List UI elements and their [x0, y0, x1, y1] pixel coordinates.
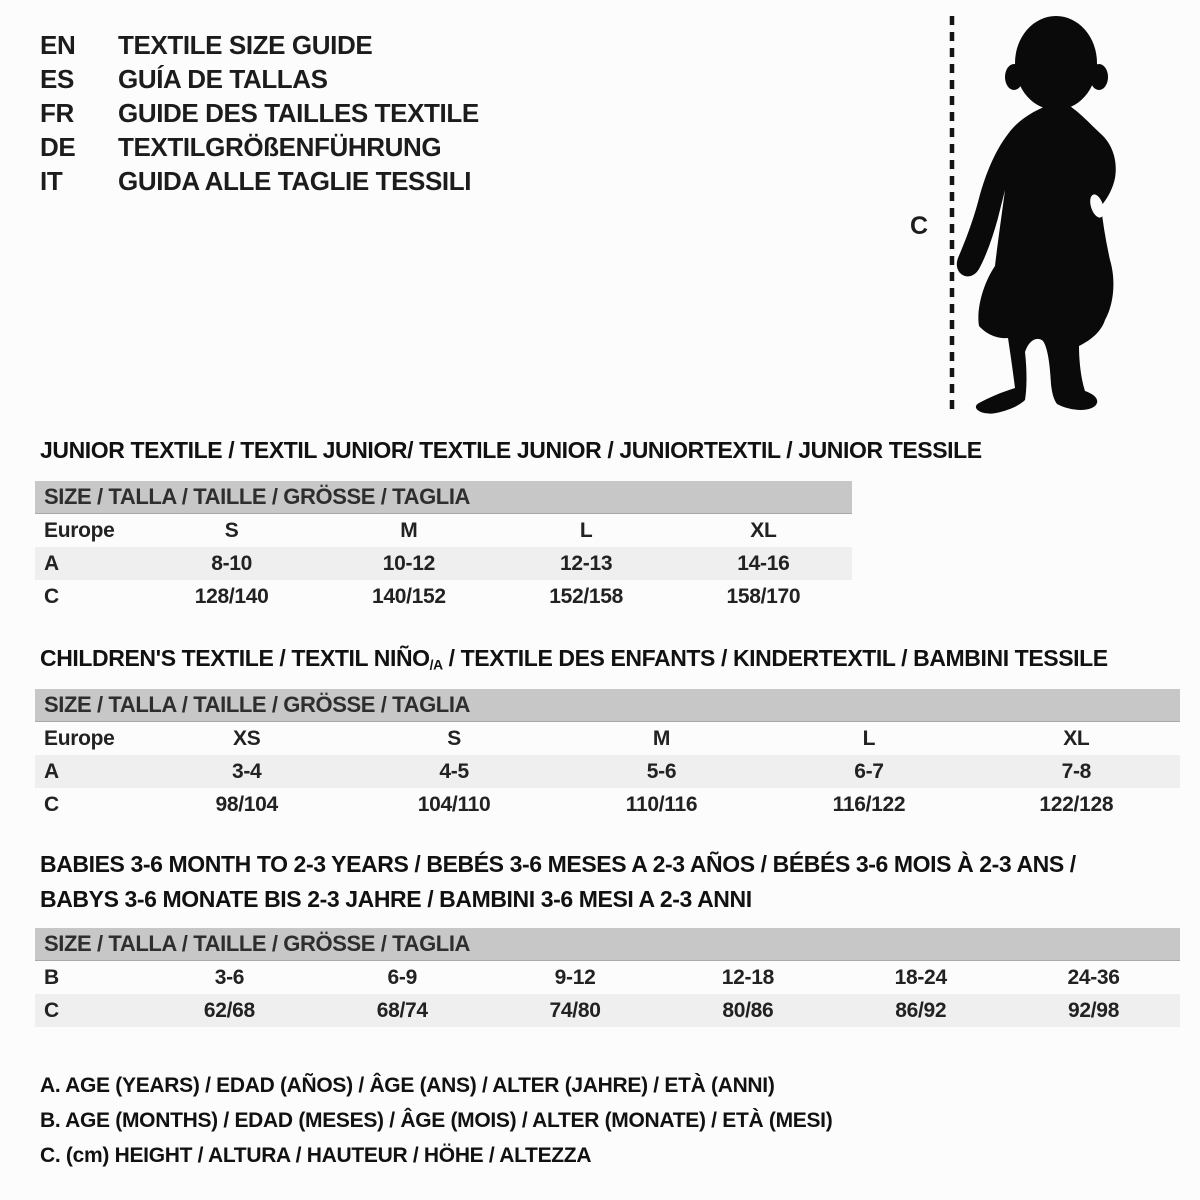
language-row-it [40, 164, 479, 198]
column-header: L [579, 518, 593, 542]
legend [40, 1068, 832, 1173]
cell: 18-24 [894, 965, 947, 989]
cell: 86/92 [895, 998, 947, 1022]
language-row-fr [40, 96, 479, 130]
language-title: GUIDA ALLE TAGLIE TESSILI [118, 165, 472, 196]
cell: 3-4 [231, 759, 262, 783]
column-header: S [447, 726, 461, 750]
cell: 7-8 [1061, 759, 1092, 783]
language-code: IT [40, 165, 63, 196]
cell: 6-7 [854, 759, 884, 783]
cell: 14-16 [737, 551, 790, 575]
column-header: M [400, 518, 418, 542]
row-label: C [44, 584, 59, 608]
cell: 110/116 [625, 792, 698, 816]
section-title-babies-line2: BABYS 3-6 MONATE BIS 2-3 JAHRE / BAMBINI 3-6 MESI A 2-3 ANNI [40, 886, 752, 912]
language-header [40, 28, 479, 198]
cell: 12-13 [560, 551, 613, 575]
column-header: XL [1063, 726, 1090, 750]
row-label: A [44, 759, 59, 783]
column-header: XL [750, 518, 777, 542]
language-title: TEXTILE SIZE GUIDE [118, 29, 373, 60]
row-label: A [44, 551, 59, 575]
table-row-height [35, 994, 1180, 1027]
table-row-height [35, 580, 852, 613]
language-row-es [40, 62, 479, 96]
row-label: C [44, 792, 59, 816]
cell: 98/104 [215, 792, 278, 816]
cell: 122/128 [1039, 792, 1114, 816]
language-code: EN [40, 29, 76, 60]
cell: 4-5 [439, 759, 469, 783]
cell: 3-6 [214, 965, 245, 989]
baby-silhouette-figure [930, 10, 1180, 415]
table-row-height [35, 788, 1180, 821]
language-code: ES [40, 63, 74, 94]
cell: 116/122 [832, 792, 906, 816]
section-title-children-main: CHILDREN'S TEXTILE / TEXTIL NIÑO [40, 645, 430, 671]
size-table-junior [35, 481, 852, 613]
table-row-months [35, 961, 1180, 994]
size-table-babies [35, 928, 1180, 1027]
table-header-row [35, 514, 852, 547]
cell: 104/110 [417, 792, 491, 816]
cell: 128/140 [194, 584, 269, 608]
legend-line-age-years: A. AGE (YEARS) / EDAD (AÑOS) / ÂGE (ANS) / ALTER (JAHRE) / ETÀ (ANNI) [40, 1074, 775, 1097]
cell: 92/98 [1068, 998, 1120, 1022]
cell: 8-10 [211, 551, 253, 575]
section-title-babies-line1: BABIES 3-6 MONTH TO 2-3 YEARS / BEBÉS 3-6 MESES A 2-3 AÑOS / BÉBÉS 3-6 MOIS À 2-3 ANS / [40, 851, 1076, 877]
section-title-children-rest: / TEXTILE DES ENFANTS / KINDERTEXTIL / BAMBINI TESSILE [442, 645, 1108, 671]
row-label: B [44, 965, 59, 989]
cell: 9-12 [554, 965, 596, 989]
legend-line-height-cm: C. (cm) HEIGHT / ALTURA / HAUTEUR / HÖHE / ALTEZZA [40, 1144, 592, 1167]
language-title: GUÍA DE TALLAS [118, 63, 328, 94]
table-row-age [35, 547, 852, 580]
section-title-children-subscript: /A [429, 657, 443, 673]
height-measure-label: C [910, 212, 929, 240]
cell: 68/74 [376, 998, 428, 1022]
size-band-children: SIZE / TALLA / TAILLE / GRÖSSE / TAGLIA [35, 689, 1180, 722]
cell: 5-6 [646, 759, 677, 783]
language-code: FR [40, 97, 74, 128]
column-header: Europe [44, 726, 115, 750]
table-header-row [35, 722, 1180, 755]
cell: 80/86 [722, 998, 774, 1022]
cell: 152/158 [549, 584, 624, 608]
size-band-babies: SIZE / TALLA / TAILLE / GRÖSSE / TAGLIA [35, 928, 1180, 961]
size-band-junior: SIZE / TALLA / TAILLE / GRÖSSE / TAGLIA [35, 481, 852, 514]
column-header: M [652, 726, 671, 750]
cell: 10-12 [382, 551, 435, 575]
cell: 6-9 [387, 965, 417, 989]
column-header: Europe [44, 518, 115, 542]
language-row-de [40, 130, 479, 164]
table-row-age [35, 755, 1180, 788]
section-title-junior: JUNIOR TEXTILE / TEXTIL JUNIOR/ TEXTILE JUNIOR / JUNIORTEXTIL / JUNIOR TESSILE [40, 437, 982, 463]
baby-silhouette [957, 16, 1116, 414]
cell: 12-18 [721, 965, 774, 989]
cell: 74/80 [549, 998, 601, 1022]
cell: 158/170 [726, 584, 801, 608]
section-title-children [40, 645, 1108, 672]
size-table-children [35, 689, 1180, 821]
legend-line-age-months: B. AGE (MONTHS) / EDAD (MESES) / ÂGE (MOIS) / ALTER (MONATE) / ETÀ (MESI) [40, 1109, 833, 1132]
column-header: L [862, 726, 876, 750]
language-row-en [40, 28, 479, 62]
cell: 24-36 [1067, 965, 1120, 989]
row-label: C [44, 998, 59, 1022]
language-title: TEXTILGRÖßENFÜHRUNG [118, 131, 442, 162]
column-header: S [224, 518, 239, 542]
cell: 140/152 [371, 584, 446, 608]
column-header: XS [232, 726, 261, 750]
cell: 62/68 [203, 998, 255, 1022]
language-title: GUIDE DES TAILLES TEXTILE [118, 97, 479, 128]
language-code: DE [40, 131, 76, 162]
